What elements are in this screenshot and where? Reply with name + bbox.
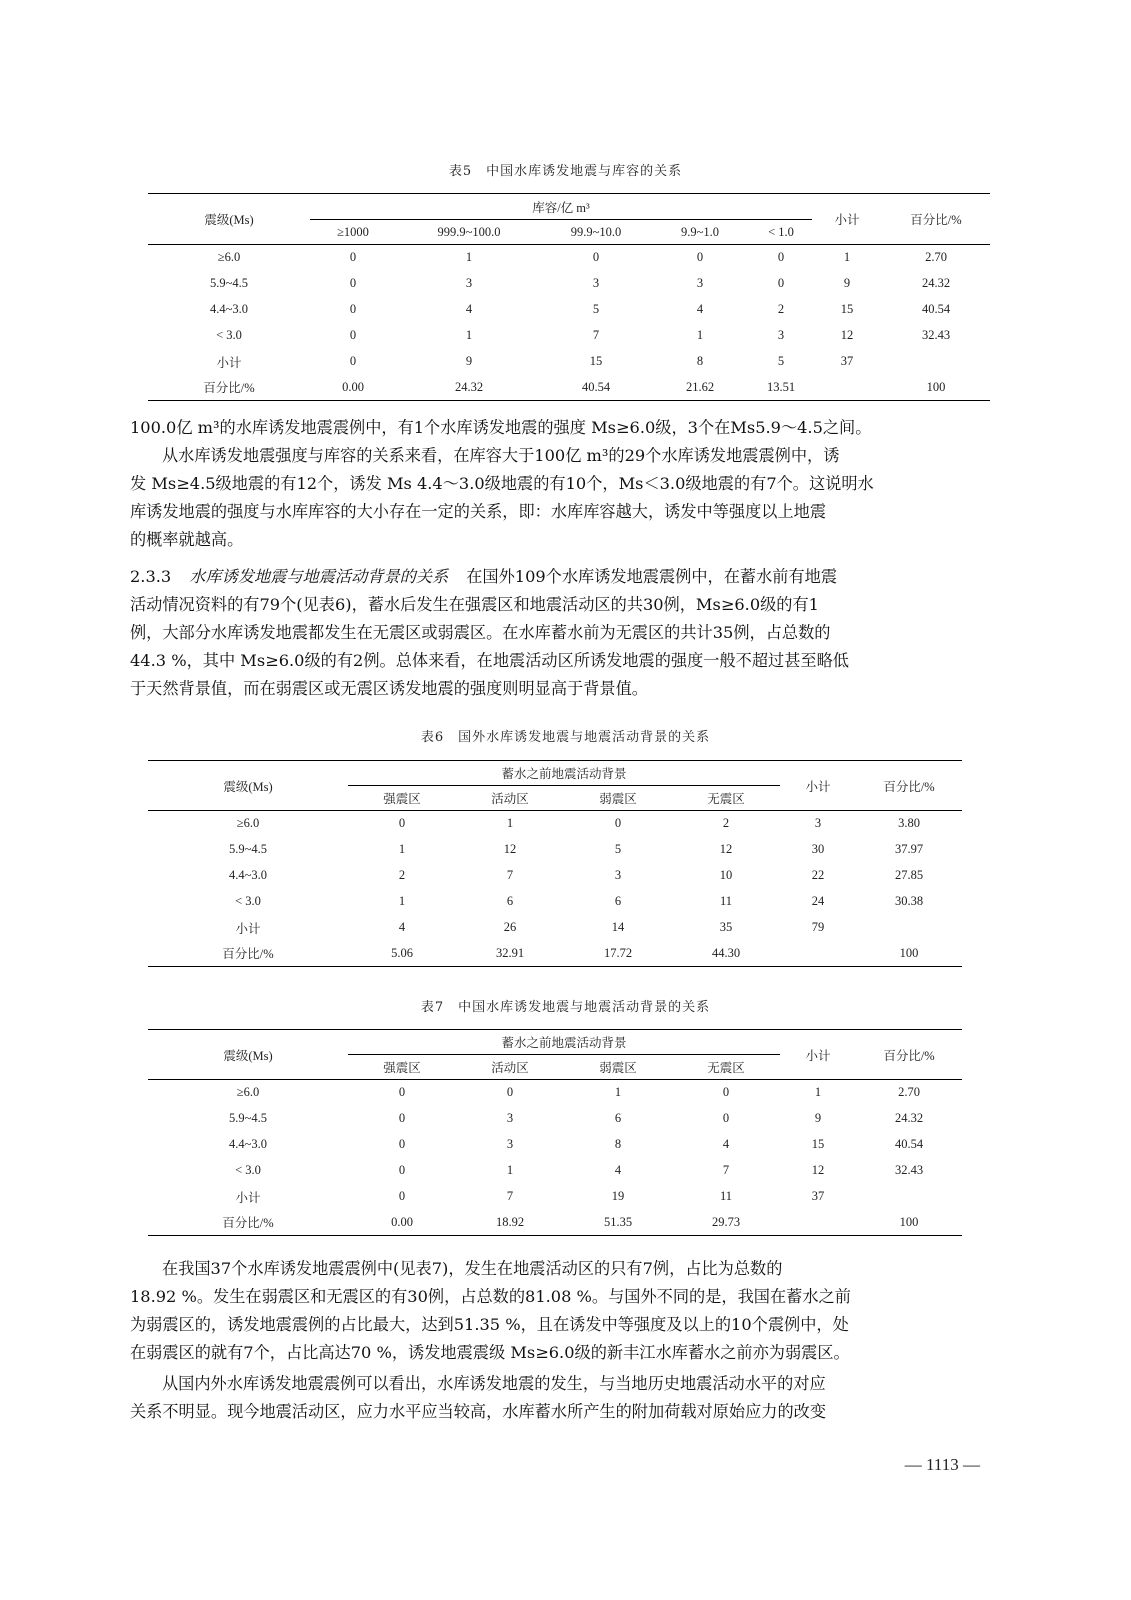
table-cell: 7 bbox=[506, 868, 514, 882]
table6-subheader: 弱震区 bbox=[564, 786, 672, 811]
table-cell: 0 bbox=[398, 1163, 406, 1177]
table-row bbox=[148, 1184, 962, 1210]
text-line: 18.92 %。发生在弱震区和无震区的有30例，占总数的81.08 %。与国外不同的是，我国在蓄水之前 bbox=[130, 1287, 851, 1306]
table-cell: 11 bbox=[719, 894, 733, 908]
table-cell: 百分比/% bbox=[148, 941, 348, 967]
paragraph-2 bbox=[130, 442, 980, 554]
table6-subheader: 活动区 bbox=[456, 786, 564, 811]
table-cell: 0 bbox=[349, 328, 357, 342]
table-cell: 2.70 bbox=[925, 250, 947, 265]
text-line: 活动情况资料的有79个(见表6)，蓄水后发生在强震区和地震活动区的共30例，Ms≥6.0级的有1 bbox=[130, 595, 819, 614]
table7-subheader: 强震区 bbox=[348, 1055, 456, 1080]
text-line: 发 Ms≥4.5级地震的有12个，诱发 Ms 4.4～3.0级地震的有10个，Ms＜3.0级地震的有7个。这说明水 bbox=[130, 474, 874, 493]
table-cell: 小计 bbox=[235, 1190, 261, 1205]
table-cell: 2 bbox=[722, 816, 730, 831]
table-cell: 5.9~4.5 bbox=[209, 276, 248, 290]
table-row bbox=[148, 375, 990, 401]
table-cell: 7 bbox=[592, 328, 600, 342]
table-cell: 4 bbox=[614, 1163, 622, 1177]
table-cell: 7 bbox=[722, 1163, 730, 1177]
table-cell: 3 bbox=[696, 276, 704, 290]
table-cell: 26 bbox=[503, 920, 517, 934]
table-cell: 100 bbox=[856, 941, 962, 967]
table-row bbox=[148, 941, 962, 967]
table-cell: 13.51 bbox=[750, 375, 812, 401]
table-cell: 2 bbox=[398, 868, 406, 882]
table-cell: 3 bbox=[592, 276, 600, 290]
paragraph-4 bbox=[130, 1370, 980, 1426]
table-cell: 15 bbox=[840, 302, 854, 316]
table-row bbox=[148, 271, 990, 297]
table-cell: 9 bbox=[814, 1111, 822, 1125]
table5-percent-header: 百分比/% bbox=[882, 194, 990, 245]
table-cell: 0 bbox=[614, 816, 622, 831]
table-cell: 1 bbox=[506, 1163, 514, 1177]
table-row bbox=[148, 811, 962, 837]
table-cell: 1 bbox=[614, 1085, 622, 1100]
table-cell: 小计 bbox=[235, 921, 261, 936]
table-cell: 1 bbox=[696, 328, 704, 342]
table-cell: 3 bbox=[506, 1137, 514, 1151]
table5-subheader: 99.9~10.0 bbox=[542, 220, 650, 245]
table-cell: 21.62 bbox=[650, 375, 750, 401]
table-cell: 6 bbox=[614, 1111, 622, 1125]
table-cell: 3 bbox=[814, 816, 822, 831]
table-cell: 40.54 bbox=[894, 1137, 924, 1151]
table-cell: 0 bbox=[506, 1085, 514, 1100]
table-cell: 百分比/% bbox=[148, 375, 310, 401]
table-cell: 0 bbox=[592, 250, 600, 265]
text-line: 库诱发地震的强度与水库库容的大小存在一定的关系，即：水库库容越大，诱发中等强度以上地震 bbox=[130, 502, 827, 521]
table-cell bbox=[856, 1184, 962, 1210]
table-cell: 3 bbox=[465, 276, 473, 290]
table-cell: 小计 bbox=[216, 355, 242, 370]
table-cell: 30.38 bbox=[894, 894, 924, 908]
table-cell: 12 bbox=[503, 842, 517, 856]
table-cell: 4.4~3.0 bbox=[209, 302, 248, 316]
table-cell: 9 bbox=[465, 354, 473, 368]
table6-subheader: 无震区 bbox=[672, 786, 780, 811]
table-cell: 1 bbox=[506, 816, 514, 831]
table-cell: 40.54 bbox=[921, 302, 951, 316]
table-cell: 79 bbox=[811, 920, 825, 934]
paragraph-1 bbox=[130, 414, 980, 442]
table-cell bbox=[882, 349, 990, 375]
table5-row-header: 震级(Ms) bbox=[148, 194, 310, 245]
text-line: 关系不明显。现今地震活动区，应力水平应当较高，水库蓄水所产生的附加荷载对原始应力的改变 bbox=[130, 1402, 827, 1421]
table-cell: 51.35 bbox=[564, 1210, 672, 1236]
table-cell: 0 bbox=[398, 1085, 406, 1100]
table6-row-header: 震级(Ms) bbox=[148, 761, 348, 811]
section-first-line bbox=[130, 563, 980, 591]
table5 bbox=[148, 193, 990, 401]
table-cell bbox=[856, 915, 962, 941]
table-cell: 0.00 bbox=[348, 1210, 456, 1236]
table6-body bbox=[148, 811, 962, 967]
text-line: 在国外109个水库诱发地震震例中，在蓄水前有地震 bbox=[466, 567, 838, 586]
table-cell: 44.30 bbox=[672, 941, 780, 967]
table-cell: 2.70 bbox=[898, 1085, 920, 1100]
page-number: — 1113 — bbox=[904, 1455, 980, 1474]
table-row bbox=[148, 863, 962, 889]
table-cell: 0 bbox=[777, 276, 785, 290]
table-cell: 24.32 bbox=[894, 1111, 924, 1125]
table-cell: 17.72 bbox=[564, 941, 672, 967]
table6-subheader: 强震区 bbox=[348, 786, 456, 811]
table-row bbox=[148, 297, 990, 323]
table7-group-header: 蓄水之前地震活动背景 bbox=[348, 1030, 780, 1055]
table-row bbox=[148, 1210, 962, 1236]
table-row bbox=[148, 1080, 962, 1106]
table-cell: < 3.0 bbox=[235, 894, 261, 908]
table-cell: 4 bbox=[696, 302, 704, 316]
table-row bbox=[148, 323, 990, 349]
table7-percent-header: 百分比/% bbox=[856, 1030, 962, 1080]
table6-caption: 表6 国外水库诱发地震与地震活动背景的关系 bbox=[420, 730, 711, 745]
table5-subheader: 9.9~1.0 bbox=[650, 220, 750, 245]
table-cell: 8 bbox=[614, 1137, 622, 1151]
table-cell: 3.80 bbox=[898, 816, 920, 831]
table-cell: 0.00 bbox=[310, 375, 396, 401]
text-line: 例，大部分水库诱发地震都发生在无震区或弱震区。在水库蓄水前为无震区的共计35例，占总数的 bbox=[130, 623, 831, 642]
text-line: 的概率就越高。 bbox=[130, 530, 244, 549]
text-line: 于天然背景值，而在弱震区或无震区诱发地震的强度则明显高于背景值。 bbox=[130, 679, 648, 698]
table-cell: 12 bbox=[811, 1163, 825, 1177]
table-cell: 4 bbox=[398, 920, 406, 934]
table7-subheader: 无震区 bbox=[672, 1055, 780, 1080]
table-cell: 32.91 bbox=[456, 941, 564, 967]
section-number: 2.3.3 bbox=[130, 567, 172, 586]
table-cell: 100 bbox=[882, 375, 990, 401]
table-cell: 24.32 bbox=[396, 375, 542, 401]
table-cell: ≥6.0 bbox=[217, 250, 241, 265]
table-cell bbox=[780, 941, 856, 967]
table-cell: 15 bbox=[811, 1137, 825, 1151]
table-row bbox=[148, 915, 962, 941]
text-line: 100.0亿 m³的水库诱发地震震例中，有1个水库诱发地震的强度 Ms≥6.0级，3个在Ms5.9～4.5之间。 bbox=[130, 418, 872, 437]
section-title: 水库诱发地震与地震活动背景的关系 bbox=[189, 567, 449, 586]
table-cell: 0 bbox=[398, 1137, 406, 1151]
table-cell: 0 bbox=[722, 1111, 730, 1125]
table7-subheader: 弱震区 bbox=[564, 1055, 672, 1080]
table5-group-header: 库容/亿 m³ bbox=[310, 194, 812, 220]
table5-subheader: ≥1000 bbox=[310, 220, 396, 245]
table-cell: 0 bbox=[722, 1085, 730, 1100]
table-cell: 1 bbox=[398, 842, 406, 856]
table-cell: 5 bbox=[777, 354, 785, 368]
table-cell: ≥6.0 bbox=[236, 1085, 260, 1100]
table-cell: 32.43 bbox=[921, 328, 951, 342]
table-cell: 5.9~4.5 bbox=[228, 1111, 267, 1125]
table-cell: 1 bbox=[465, 250, 473, 265]
table-cell: 12 bbox=[719, 842, 733, 856]
table-cell: 5 bbox=[592, 302, 600, 316]
table5-subheader: < 1.0 bbox=[750, 220, 812, 245]
table5-subtotal-header: 小计 bbox=[812, 194, 882, 245]
table-cell: 40.54 bbox=[542, 375, 650, 401]
text-line: 44.3 %，其中 Ms≥6.0级的有2例。总体来看，在地震活动区所诱发地震的强度一般不超过甚至略低 bbox=[130, 651, 849, 670]
table-cell: 32.43 bbox=[894, 1163, 924, 1177]
table-cell: 0 bbox=[398, 1189, 406, 1203]
table-cell: 24.32 bbox=[921, 276, 951, 290]
text-line: 在我国37个水库诱发地震震例中(见表7)，发生在地震活动区的只有7例，占比为总数的 bbox=[162, 1259, 783, 1278]
text-line: 为弱震区的，诱发地震震例的占比最大，达到51.35 %，且在诱发中等强度及以上的10个震例中，处 bbox=[130, 1315, 849, 1334]
table7-subtotal-header: 小计 bbox=[780, 1030, 856, 1080]
table6-subtotal-header: 小计 bbox=[780, 761, 856, 811]
table5-subheader: 999.9~100.0 bbox=[396, 220, 542, 245]
table-cell: 百分比/% bbox=[148, 1210, 348, 1236]
table-cell: 4.4~3.0 bbox=[228, 1137, 267, 1151]
table-cell: 11 bbox=[719, 1189, 733, 1203]
section-2-3-3 bbox=[130, 563, 980, 703]
table-cell: 6 bbox=[506, 894, 514, 908]
table-cell: 9 bbox=[843, 276, 851, 290]
table-cell: 5.9~4.5 bbox=[228, 842, 267, 856]
table-cell: 0 bbox=[398, 816, 406, 831]
table7-row-header: 震级(Ms) bbox=[148, 1030, 348, 1080]
table-cell: 100 bbox=[856, 1210, 962, 1236]
table-cell: 35 bbox=[719, 920, 733, 934]
table-cell bbox=[812, 375, 882, 401]
table-row bbox=[148, 245, 990, 271]
table-cell: 2 bbox=[777, 302, 785, 316]
table-cell: 0 bbox=[349, 276, 357, 290]
table-cell: 3 bbox=[506, 1111, 514, 1125]
text-line: 从水库诱发地震强度与库容的关系来看，在库容大于100亿 m³的29个水库诱发地震震例中，诱 bbox=[162, 446, 840, 465]
table-cell: 10 bbox=[719, 868, 733, 882]
table-cell: 37.97 bbox=[894, 842, 924, 856]
table-cell: 6 bbox=[614, 894, 622, 908]
table-row bbox=[148, 889, 962, 915]
table-cell: 1 bbox=[814, 1085, 822, 1100]
table-row bbox=[148, 349, 990, 375]
table-cell: 1 bbox=[465, 328, 473, 342]
table-cell: 0 bbox=[696, 250, 704, 265]
table-cell: ≥6.0 bbox=[236, 816, 260, 831]
table-cell: 3 bbox=[614, 868, 622, 882]
table-cell: 12 bbox=[840, 328, 854, 342]
table-cell: < 3.0 bbox=[216, 328, 242, 342]
table7-caption: 表7 中国水库诱发地震与地震活动背景的关系 bbox=[420, 1000, 711, 1015]
text-line: 在弱震区的就有7个，占比高达70 %，诱发地震震级 Ms≥6.0级的新丰江水库蓄水之前亦为弱震区。 bbox=[130, 1343, 850, 1362]
paragraph-3 bbox=[130, 1255, 980, 1367]
table-cell: 5 bbox=[614, 842, 622, 856]
table-cell: 18.92 bbox=[456, 1210, 564, 1236]
table7-subheader: 活动区 bbox=[456, 1055, 564, 1080]
table-cell: 0 bbox=[349, 250, 357, 265]
table-row bbox=[148, 1158, 962, 1184]
table-cell: 4 bbox=[465, 302, 473, 316]
table-row bbox=[148, 1132, 962, 1158]
table7-body bbox=[148, 1080, 962, 1236]
table-cell: 27.85 bbox=[894, 868, 924, 882]
table-row bbox=[148, 837, 962, 863]
table-cell: 7 bbox=[506, 1189, 514, 1203]
table5-body bbox=[148, 245, 990, 401]
table-cell: 1 bbox=[843, 250, 851, 265]
table-cell: 0 bbox=[398, 1111, 406, 1125]
table6-group-header: 蓄水之前地震活动背景 bbox=[348, 761, 780, 786]
table7 bbox=[148, 1029, 962, 1236]
table-cell: 3 bbox=[777, 328, 785, 342]
table-cell: 19 bbox=[611, 1189, 625, 1203]
table-cell: 0 bbox=[349, 302, 357, 316]
table-cell: 30 bbox=[811, 842, 825, 856]
table-cell: 5.06 bbox=[348, 941, 456, 967]
table-cell: 0 bbox=[777, 250, 785, 265]
table6-percent-header: 百分比/% bbox=[856, 761, 962, 811]
table-cell: 37 bbox=[840, 354, 854, 368]
table6 bbox=[148, 760, 962, 967]
table-row bbox=[148, 1106, 962, 1132]
table-cell: 1 bbox=[398, 894, 406, 908]
table-cell: 14 bbox=[611, 920, 625, 934]
table-cell: 8 bbox=[696, 354, 704, 368]
table-cell: 4.4~3.0 bbox=[228, 868, 267, 882]
table-cell: 22 bbox=[811, 868, 825, 882]
table-cell: < 3.0 bbox=[235, 1163, 261, 1177]
table-cell: 15 bbox=[589, 354, 603, 368]
table-cell: 4 bbox=[722, 1137, 730, 1151]
table-cell: 29.73 bbox=[672, 1210, 780, 1236]
text-line: 从国内外水库诱发地震震例可以看出，水库诱发地震的发生，与当地历史地震活动水平的对应 bbox=[162, 1374, 826, 1393]
table-cell: 24 bbox=[811, 894, 825, 908]
table-cell bbox=[780, 1210, 856, 1236]
table-cell: 0 bbox=[349, 354, 357, 368]
table5-caption: 表5 中国水库诱发地震与库容的关系 bbox=[448, 164, 683, 179]
table-cell: 37 bbox=[811, 1189, 825, 1203]
